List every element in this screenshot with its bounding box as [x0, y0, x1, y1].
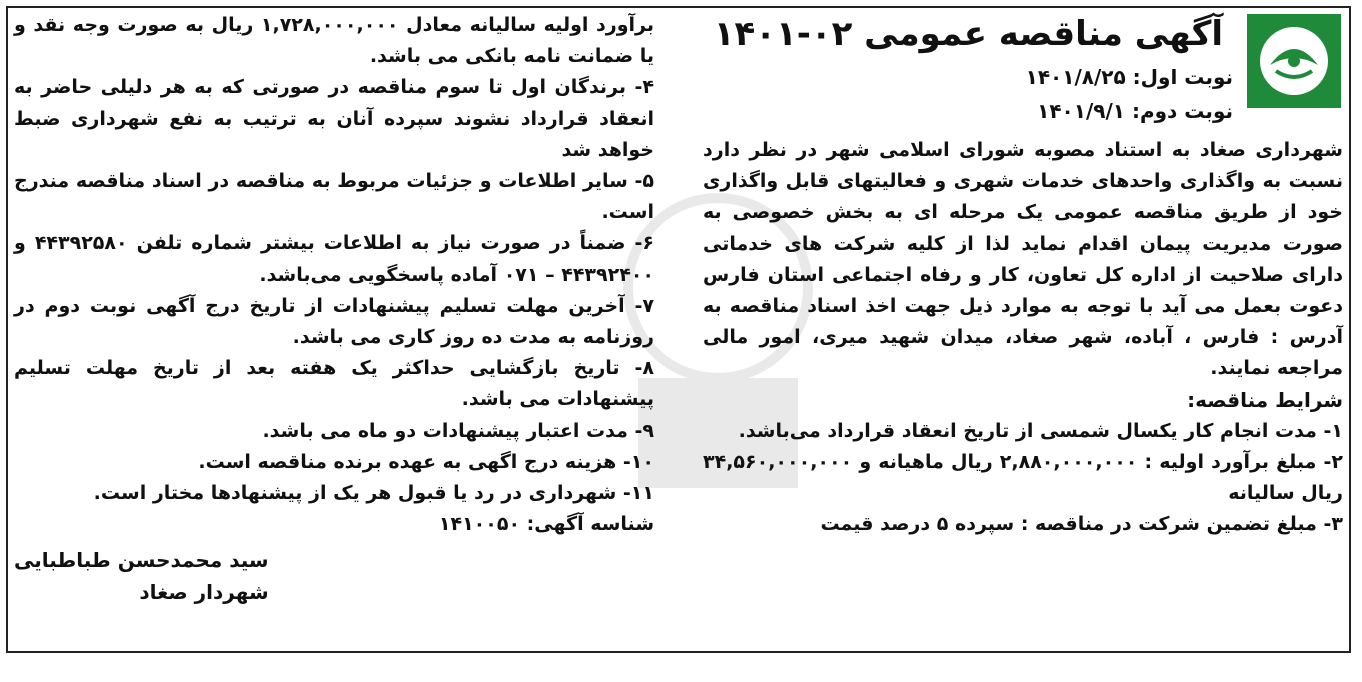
notice-header	[703, 10, 1343, 135]
second-round-date: نوبت دوم: ۱۴۰۱/۹/۱	[1037, 99, 1233, 123]
municipality-logo	[1247, 14, 1341, 108]
intro-paragraph: شهرداری صغاد به استناد مصوبه شورای اسلامی شهر در نظر دارد نسبت به واگذاری واحدهای خدمات شهری و فعالیتهای قابل واگذاری خود از طریق مناقصه عمومی یک مرحله ای به بخش خصوصی به صورت مدیریت پیمان اقدام نماید لذا از کلیه شرکت های خدماتی دارای صلاحیت از اداره کل تعاون، کار و رفاه اجتماعی استان فارس دعوت بعمل می آید با توجه به موارد ذیل جهت اخذ اسناد مناقصه به آدرس : فارس ، آباده، شهر صغاد، میدان شهید میری، امور مالی مراجعه نمایند.	[703, 139, 1343, 380]
ad-identifier: شناسه آگهی: ۱۴۱۰۰۵۰	[438, 513, 654, 536]
right-column	[703, 10, 1343, 541]
emblem-icon	[1254, 21, 1334, 101]
condition-item-11: ۱۱- شهرداری در رد یا قبول هر یک از پیشنهادها مختار است.	[93, 482, 654, 505]
conditions-heading: شرایط مناقصه:	[1187, 387, 1343, 412]
condition-item-6: ۶- ضمناً در صورت نیاز به اطلاعات بیشتر شماره تلفن ۴۴۳۹۲۵۸۰ و ۴۴۳۹۲۴۰۰ – ۰۷۱ آماده پاسخگویی می‌باشد.	[14, 232, 654, 286]
condition-item-9: ۹- مدت اعتبار پیشنهادات دو ماه می باشد.	[262, 419, 654, 442]
condition-item-4: ۴- برندگان اول تا سوم مناقصه در صورتی که به هر دلیلی حاضر به انعقاد قرارداد نشوند سپرده آنان به ترتیب به نفع شهرداری ضبط خواهد شد	[14, 76, 654, 161]
condition-item-3-continued: برآورد اولیه سالیانه معادل ۱,۷۲۸,۰۰۰,۰۰۰ ریال به صورت وجه نقد و یا ضمانت نامه بانکی می باشد.	[14, 14, 654, 68]
condition-item-10: ۱۰- هزینه درج اگهی به عهده برنده مناقصه است.	[198, 450, 654, 473]
condition-item-8: ۸- تاریخ بازگشایی حداکثر یک هفته بعد از تاریخ مهلت تسلیم پیشنهادات می باشد.	[14, 357, 654, 411]
condition-item-2: ۲- مبلغ برآورد اولیه : ۲,۸۸۰,۰۰۰,۰۰۰ ریال ماهیانه و ۳۴,۵۶۰,۰۰۰,۰۰۰ ریال سالیانه	[703, 451, 1343, 505]
notice-frame	[6, 6, 1351, 653]
notice-title: آگهی مناقصه عمومی ۰۲-۱۴۰۱	[713, 14, 1223, 54]
signer-name: سید محمدحسن طباطبایی	[14, 548, 269, 573]
signer-title: شهردار صغاد	[139, 580, 269, 605]
left-column	[14, 10, 654, 608]
condition-item-7: ۷- آخرین مهلت تسلیم پیشنهادات از تاریخ درج آگهی نوبت دوم در روزنامه به مدت ده روز کاری می باشد.	[14, 294, 654, 349]
first-round-date: نوبت اول: ۱۴۰۱/۸/۲۵	[1025, 65, 1233, 89]
condition-item-3: ۳- مبلغ تضمین شرکت در مناقصه : سپرده ۵ درصد قیمت	[820, 513, 1343, 536]
condition-item-5: ۵- سایر اطلاعات و جزئیات مربوط به مناقصه در اسناد مناقصه مندرج است.	[14, 170, 654, 224]
condition-item-1: ۱- مدت انجام کار یکسال شمسی از تاریخ انعقاد قرارداد می‌باشد.	[738, 419, 1343, 442]
